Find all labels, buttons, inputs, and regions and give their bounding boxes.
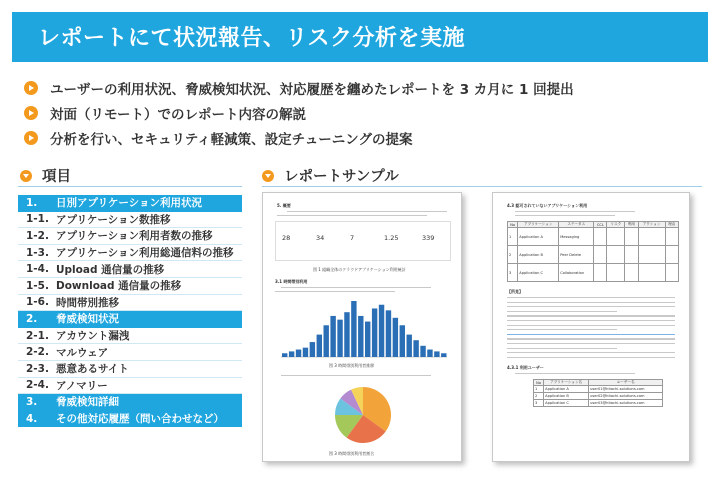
unauthorized-app-table — [507, 221, 679, 282]
table-cell: Peer Delete — [559, 246, 594, 264]
items-section-title: 項目 — [42, 169, 71, 185]
items-section-header — [20, 165, 71, 186]
item-label: 脅威検知状況 — [56, 313, 119, 326]
usage-pie-chart — [313, 383, 413, 447]
table-header-cell: CCL — [594, 222, 607, 228]
play-arrow-icon — [24, 131, 38, 145]
table-header-cell: No — [534, 380, 544, 386]
text-line — [507, 302, 675, 303]
table-header-cell: アプリケーション — [518, 222, 559, 228]
bar — [351, 301, 356, 357]
text-line — [507, 297, 675, 298]
table-header-cell: 理由 — [665, 222, 678, 228]
text-line — [507, 338, 675, 339]
report-sample-page-2 — [492, 192, 690, 462]
item-number: 1-4. — [26, 263, 49, 276]
bar — [282, 353, 287, 357]
table-cell: 3 — [534, 400, 544, 407]
table-cell — [625, 246, 638, 264]
table-row — [534, 386, 663, 393]
table-row — [18, 295, 242, 312]
figure-caption: 図 3 時間帯別利用者推移 — [329, 363, 375, 368]
text-line — [275, 291, 395, 292]
bar — [324, 325, 329, 357]
text-line — [515, 215, 615, 216]
sample-section-title: レポートサンプル — [284, 169, 399, 185]
items-table — [18, 195, 242, 427]
table-row — [534, 400, 663, 407]
table-cell: 2 — [508, 246, 518, 264]
table-row — [18, 195, 242, 212]
chevron-down-icon — [262, 170, 274, 182]
table-row — [18, 361, 242, 378]
table-cell: Messaging — [559, 228, 594, 246]
item-label: アプリケーション利用総通信料の推移 — [56, 247, 234, 260]
bullet-item — [24, 76, 714, 100]
divider — [262, 186, 702, 187]
table-cell — [665, 264, 678, 282]
item-number: 1-3. — [26, 246, 49, 259]
table-cell: user02@hitachi-solutions.com — [589, 393, 663, 400]
table-cell: Application B — [544, 393, 589, 400]
text-line — [507, 315, 675, 316]
table-cell — [638, 264, 665, 282]
chevron-down-icon — [20, 170, 32, 182]
text-line — [507, 325, 675, 326]
item-number: 2-1. — [26, 329, 49, 342]
table-row — [534, 393, 663, 400]
bar — [337, 320, 342, 357]
bar — [317, 335, 322, 357]
users-heading: 4.3.1 利用ユーザー — [507, 365, 544, 370]
table-cell: 2 — [534, 393, 544, 400]
sample-section-header — [262, 165, 399, 186]
table-row — [18, 328, 242, 345]
table-header-cell: アプリケーション名 — [544, 380, 589, 386]
text-line — [507, 306, 675, 307]
table-header-cell: ステータス — [559, 222, 594, 228]
bar — [413, 340, 418, 357]
item-label: アノマリー — [56, 379, 108, 392]
table-cell: user03@hitachi-solutions.com — [589, 400, 663, 407]
table-cell: user01@hitachi-solutions.com — [589, 386, 663, 393]
hourly-bar-chart — [281, 297, 447, 359]
text-line — [507, 357, 675, 358]
table-cell: 1 — [508, 228, 518, 246]
title-banner — [12, 12, 708, 62]
table-header-cell: ユーザー名 — [589, 380, 663, 386]
text-line — [507, 352, 675, 353]
bar — [358, 316, 363, 357]
table-cell — [594, 246, 607, 264]
table-cell: Application C — [518, 264, 559, 282]
table-cell: Application C — [544, 400, 589, 407]
item-label: アプリケーション利用者数の推移 — [56, 230, 213, 243]
item-number: 3. — [26, 395, 38, 408]
table-cell — [607, 228, 625, 246]
bar — [441, 353, 446, 357]
table-row — [18, 311, 242, 328]
item-label: アカウント漏洩 — [56, 330, 130, 343]
play-arrow-icon — [24, 81, 38, 95]
item-number: 2-4. — [26, 379, 49, 392]
bullet-text: 対面（リモート）でのレポート内容の解説 — [50, 107, 306, 123]
bullet-item — [24, 101, 714, 125]
table-cell: Application A — [518, 228, 559, 246]
item-label: Download 通信量の推移 — [56, 280, 182, 293]
table-header-cell: リスク — [607, 222, 625, 228]
table-row — [18, 394, 242, 411]
play-arrow-icon — [24, 106, 38, 120]
item-number: 4. — [26, 412, 38, 425]
kpi-value: 1.25 — [384, 234, 399, 242]
table-row — [508, 228, 679, 246]
item-label: 時間帯別推移 — [56, 296, 119, 309]
bar — [310, 342, 315, 357]
bar — [427, 350, 432, 357]
bar — [372, 308, 377, 357]
bar — [330, 316, 335, 357]
table-header-cell: 利用 — [625, 222, 638, 228]
text-line — [281, 375, 431, 376]
bullet-item — [24, 126, 714, 150]
table-row — [18, 245, 242, 262]
item-number: 1-5. — [26, 279, 49, 292]
kpi-value: 7 — [350, 234, 355, 242]
table-row — [18, 278, 242, 295]
text-line — [515, 373, 635, 374]
item-label: アプリケーション数推移 — [56, 213, 171, 226]
bar — [379, 305, 384, 357]
item-label: 悪意あるサイト — [56, 363, 129, 376]
text-line — [281, 287, 431, 288]
item-number: 2. — [26, 312, 38, 325]
bullet-text: 分析を行い、セキュリティ軽減策、設定チューニングの提案 — [50, 132, 413, 148]
table-cell — [594, 264, 607, 282]
table-row — [18, 212, 242, 229]
text-line — [277, 215, 427, 216]
kpi-value: 339 — [422, 234, 435, 242]
kpi-panel — [275, 221, 451, 261]
item-number: 1-2. — [26, 229, 49, 242]
table-cell — [594, 228, 607, 246]
bar — [303, 348, 308, 357]
bar — [400, 325, 405, 357]
text-line — [507, 348, 617, 349]
table-row — [18, 228, 242, 245]
table-cell — [638, 246, 665, 264]
table-cell — [625, 264, 638, 282]
table-cell — [665, 246, 678, 264]
table-cell: Application B — [518, 246, 559, 264]
item-label: マルウェア — [56, 346, 109, 359]
bar — [434, 351, 439, 357]
report-sample-page-1 — [262, 192, 462, 462]
item-number: 1-6. — [26, 296, 49, 309]
bullet-list — [24, 76, 714, 150]
table-cell: 1 — [534, 386, 544, 393]
table-cell — [607, 246, 625, 264]
table-row — [18, 378, 242, 395]
figure-caption: 図 1 組織全体のクラウドアプリケーション利用統計 — [313, 267, 406, 272]
kpi-value: 34 — [316, 234, 325, 242]
table-header-cell: No — [508, 222, 518, 228]
page1-heading: 5. 概要 — [277, 203, 291, 208]
bar — [289, 351, 294, 357]
table-row — [18, 261, 242, 278]
text-line — [507, 334, 675, 335]
findings-heading: 【所見】 — [507, 289, 523, 294]
text-line — [507, 343, 675, 344]
table-cell — [638, 228, 665, 246]
bar — [296, 350, 301, 357]
kpi-value: 28 — [282, 234, 291, 242]
figure-caption: 図 3 時間帯別利用者割合 — [329, 451, 375, 456]
table-header-cell: アクション — [638, 222, 665, 228]
item-number: 2-3. — [26, 362, 49, 375]
table-row — [18, 344, 242, 361]
table-cell — [607, 264, 625, 282]
subheading: 3.1 時間帯別利用 — [275, 279, 308, 284]
item-label: 脅威検知詳細 — [56, 396, 119, 409]
table-row — [508, 246, 679, 264]
item-label: その他対応履歴（問い合わせなど） — [56, 413, 224, 426]
table-cell: Application A — [544, 386, 589, 393]
bullet-text: ユーザーの利用状況、脅威検知状況、対応履歴を纏めたレポートを 3 カ月に 1 回提出 — [50, 82, 574, 98]
bar — [344, 312, 349, 357]
item-number: 1. — [26, 196, 38, 209]
table-cell: Collaboration — [559, 264, 594, 282]
bar — [393, 318, 398, 357]
divider — [18, 186, 242, 187]
bar — [420, 346, 425, 357]
table-row — [508, 264, 679, 282]
item-label: 日別アプリケーション利用状況 — [56, 197, 202, 210]
table-cell: 3 — [508, 264, 518, 282]
text-line — [287, 211, 447, 212]
text-line — [507, 311, 617, 312]
text-line — [515, 211, 635, 212]
text-line — [507, 329, 617, 330]
table-row — [18, 411, 242, 428]
page2-heading: 4.3 認可されていないアプリケーション利用 — [507, 203, 588, 208]
table-cell — [665, 228, 678, 246]
text-line — [507, 320, 675, 321]
page-title: レポートにて状況報告、リスク分析を実施 — [38, 26, 466, 51]
bar — [365, 322, 370, 357]
bar — [407, 335, 412, 357]
bar — [386, 310, 391, 357]
item-number: 1-1. — [26, 213, 49, 226]
item-label: Upload 通信量の推移 — [56, 263, 165, 276]
app-users-table — [533, 379, 663, 407]
table-cell — [625, 228, 638, 246]
item-number: 2-2. — [26, 346, 49, 359]
